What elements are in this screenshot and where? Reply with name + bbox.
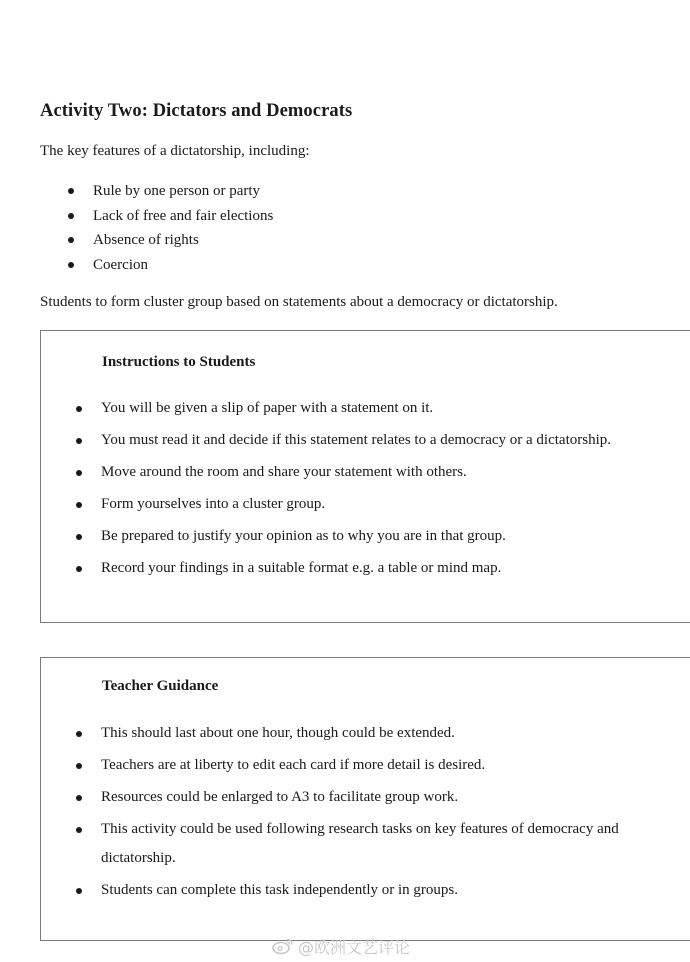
dictatorship-features-list	[0, 181, 690, 280]
watermark	[272, 933, 410, 959]
list-item: Students can complete this task independently or in groups.	[41, 876, 689, 905]
bullet-icon	[76, 888, 82, 894]
list-item: Resources could be enlarged to A3 to facilitate group work.	[41, 783, 689, 812]
bullet-icon	[76, 795, 82, 801]
list-item: Rule by one person or party	[0, 181, 690, 206]
guidance-list	[41, 719, 689, 908]
students-task-line: Students to form cluster group based on statements about a democracy or dictatorship.	[40, 294, 558, 310]
weibo-icon	[272, 937, 294, 955]
bullet-icon	[68, 262, 74, 268]
list-item: Move around the room and share your statement with others.	[41, 458, 689, 487]
list-item: Form yourselves into a cluster group.	[41, 490, 689, 519]
bullet-icon	[76, 438, 82, 444]
list-item: Absence of rights	[0, 230, 690, 255]
bullet-icon	[76, 566, 82, 572]
list-item: Be prepared to justify your opinion as to why you are in that group.	[41, 522, 689, 551]
activity-heading: Activity Two: Dictators and Democrats	[40, 101, 353, 121]
list-item: Lack of free and fair elections	[0, 206, 690, 231]
list-item: This activity could be used following research tasks on key features of democracy and dictatorship.	[41, 815, 689, 873]
bullet-icon	[76, 406, 82, 412]
instructions-title: Instructions to Students	[102, 354, 256, 370]
bullet-icon	[76, 502, 82, 508]
list-item: You must read it and decide if this statement relates to a democracy or a dictatorship.	[41, 426, 689, 455]
watermark-text: @欧洲文艺评论	[298, 937, 411, 957]
bullet-icon	[68, 237, 74, 243]
dictatorship-intro: The key features of a dictatorship, including:	[40, 143, 310, 159]
list-item: Coercion	[0, 255, 690, 280]
bullet-icon	[76, 827, 82, 833]
bullet-icon	[68, 213, 74, 219]
bullet-icon	[76, 763, 82, 769]
instructions-list	[41, 394, 689, 586]
list-item: Record your findings in a suitable format e.g. a table or mind map.	[41, 554, 689, 583]
list-item: You will be given a slip of paper with a statement on it.	[41, 394, 689, 423]
guidance-title: Teacher Guidance	[102, 678, 219, 694]
bullet-icon	[76, 534, 82, 540]
list-item: Teachers are at liberty to edit each card if more detail is desired.	[41, 751, 689, 780]
bullet-icon	[76, 731, 82, 737]
list-item: This should last about one hour, though could be extended.	[41, 719, 689, 748]
teacher-guidance-box	[40, 657, 690, 941]
bullet-icon	[76, 470, 82, 476]
instructions-box	[40, 330, 690, 623]
bullet-icon	[68, 188, 74, 194]
